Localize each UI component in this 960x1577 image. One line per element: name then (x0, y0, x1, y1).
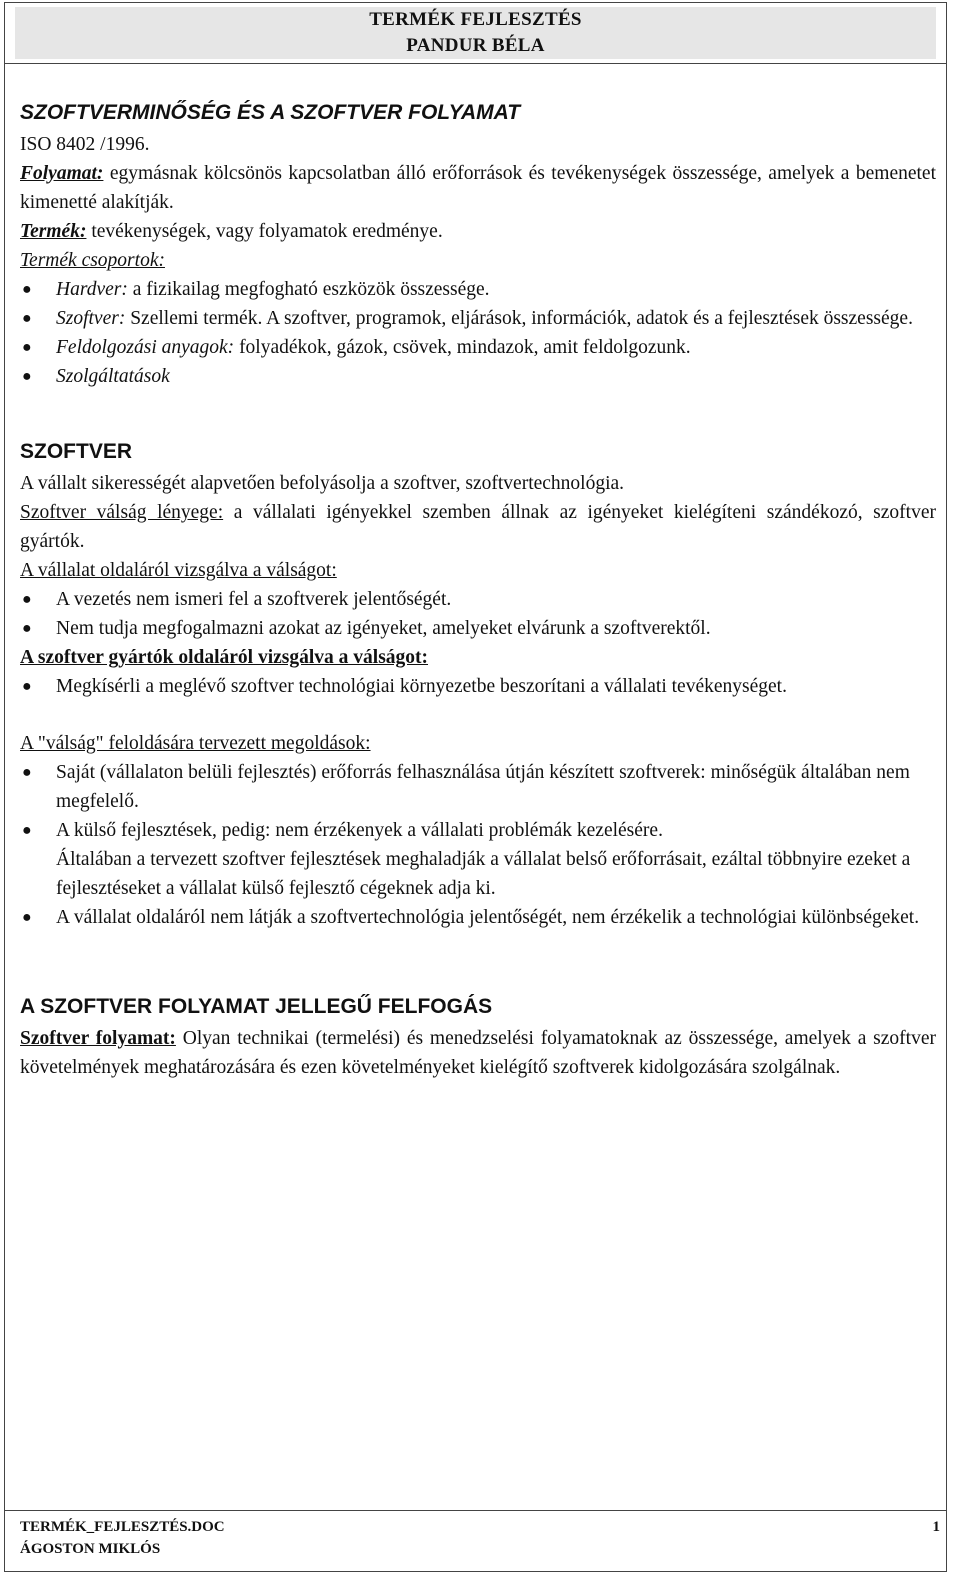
software-process-definition (20, 1024, 936, 1082)
item-text: Saját (vállalaton belüli fejlesztés) erőforrás felhasználása útján készített szoftverek: minőségük általában nem megfelelő. (56, 762, 910, 812)
crisis-label: Szoftver válság lényege: (20, 502, 224, 523)
item-text: A vezetés nem ismeri fel a szoftverek jelentőségét. (56, 589, 452, 610)
item-text: A külső fejlesztések, pedig: nem érzékenyek a vállalati problémák kezelésére. (56, 820, 663, 841)
bullet-icon: ● (22, 909, 32, 926)
list-item (20, 614, 936, 643)
crisis-definition (20, 498, 936, 556)
termek-label: Termék: (20, 221, 87, 242)
termek-definition (20, 217, 936, 246)
footer-filename: TERMÉK_FEJLESZTÉS.DOC (20, 1519, 225, 1535)
termek-text: tevékenységek, vagy folyamatok eredménye. (86, 221, 443, 242)
item-text: Nem tudja megfogalmazni azokat az igényeket, amelyeket elvárunk a szoftverektől. (56, 618, 711, 639)
bullet-icon: ● (22, 339, 32, 356)
header-author: PANDUR BÉLA (406, 35, 545, 56)
bullet-icon: ● (22, 620, 32, 637)
solutions-label: A "válság" feloldására tervezett megoldások: (20, 733, 371, 754)
section2-title: SZOFTVER (20, 440, 133, 463)
bullet-icon: ● (22, 822, 32, 839)
item-label: Szoftver: (56, 308, 126, 329)
section1-title: SZOFTVERMINŐSÉG ÉS A SZOFTVER FOLYAMAT (20, 101, 521, 124)
iso-reference: ISO 8402 /1996. (20, 134, 150, 155)
item-label: Hardver: (56, 279, 128, 300)
vendor-view-label: A szoftver gyártók oldaláról vizsgálva a válságot: (20, 647, 429, 668)
item-text: a fizikailag megfogható eszközök összessége. (127, 279, 490, 300)
list-item (20, 304, 936, 333)
item-text: Megkísérli a meglévő szoftver technológiai környezetbe beszorítani a vállalati tevékenységet. (56, 676, 787, 697)
bullet-icon: ● (22, 678, 32, 695)
footer-divider (4, 1510, 947, 1511)
section2-intro: A vállalt sikerességét alapvetően befolyásolja a szoftver, szoftvertechnológia. (20, 473, 625, 494)
bullet-icon: ● (22, 281, 32, 298)
list-item (20, 362, 936, 391)
header-shading (15, 7, 936, 59)
page-footer (20, 1516, 940, 1560)
page-number: 1 (932, 1519, 940, 1535)
folyamat-label: Folyamat: (20, 163, 104, 184)
footer-author: ÁGOSTON MIKLÓS (20, 1541, 161, 1557)
solutions-list (20, 758, 936, 932)
header-title: TERMÉK FEJLESZTÉS (369, 9, 582, 30)
item-text: folyadékok, gázok, csövek, mindazok, amit feldolgozunk. (234, 337, 691, 358)
software-process-text: Olyan technikai (termelési) és menedzselési folyamatoknak az összessége, amelyek a szoftver követelmények meghatározására és ezen követelményeket kielégítő szoftverek kidolgozására szolgálnak. (20, 1028, 936, 1078)
product-groups-list (20, 275, 936, 391)
list-item (20, 903, 936, 932)
company-view-list (20, 585, 936, 643)
bullet-icon: ● (22, 310, 32, 327)
list-item (20, 758, 936, 816)
list-item (20, 816, 936, 903)
item-label: Feldolgozási anyagok: (56, 337, 235, 358)
company-view-label: A vállalat oldaláról vizsgálva a válságot: (20, 560, 337, 581)
software-process-label: Szoftver folyamat: (20, 1028, 176, 1049)
folyamat-definition (20, 159, 936, 217)
item-continuation: Általában a tervezett szoftver fejlesztések meghaladják a vállalat belső erőforrásait, ezáltal többnyire ezeket a fejlesztéseket a vállalat külső fejlesztő cégeknek adja ki. (56, 849, 911, 899)
list-item (20, 275, 936, 304)
item-text: A vállalat oldaláról nem látják a szoftvertechnológia jelentőségét, nem érzékelik a technológiai különbségeket. (56, 907, 920, 928)
list-item (20, 333, 936, 362)
bullet-icon: ● (22, 368, 32, 385)
bullet-icon: ● (22, 591, 32, 608)
page-header (4, 2, 947, 64)
list-item (20, 672, 936, 701)
folyamat-text: egymásnak kölcsönös kapcsolatban álló erőforrások és tevékenységek összessége, amelyek a bemenetet kimenetté alakítják. (20, 163, 936, 213)
list-item (20, 585, 936, 614)
item-label: Szolgáltatások (56, 366, 170, 387)
section3-title: A SZOFTVER FOLYAMAT JELLEGŰ FELFOGÁS (20, 995, 493, 1018)
crisis-text: a vállalati igényekkel szemben állnak az igényeket kielégíteni szándékozó, szoftver gyártók. (20, 502, 936, 552)
product-groups-label: Termék csoportok: (20, 250, 165, 271)
vendor-view-list (20, 672, 936, 701)
bullet-icon: ● (22, 764, 32, 781)
item-text: Szellemi termék. A szoftver, programok, eljárások, információk, adatok és a fejlesztések összessége. (125, 308, 913, 329)
document-body (20, 96, 936, 1082)
